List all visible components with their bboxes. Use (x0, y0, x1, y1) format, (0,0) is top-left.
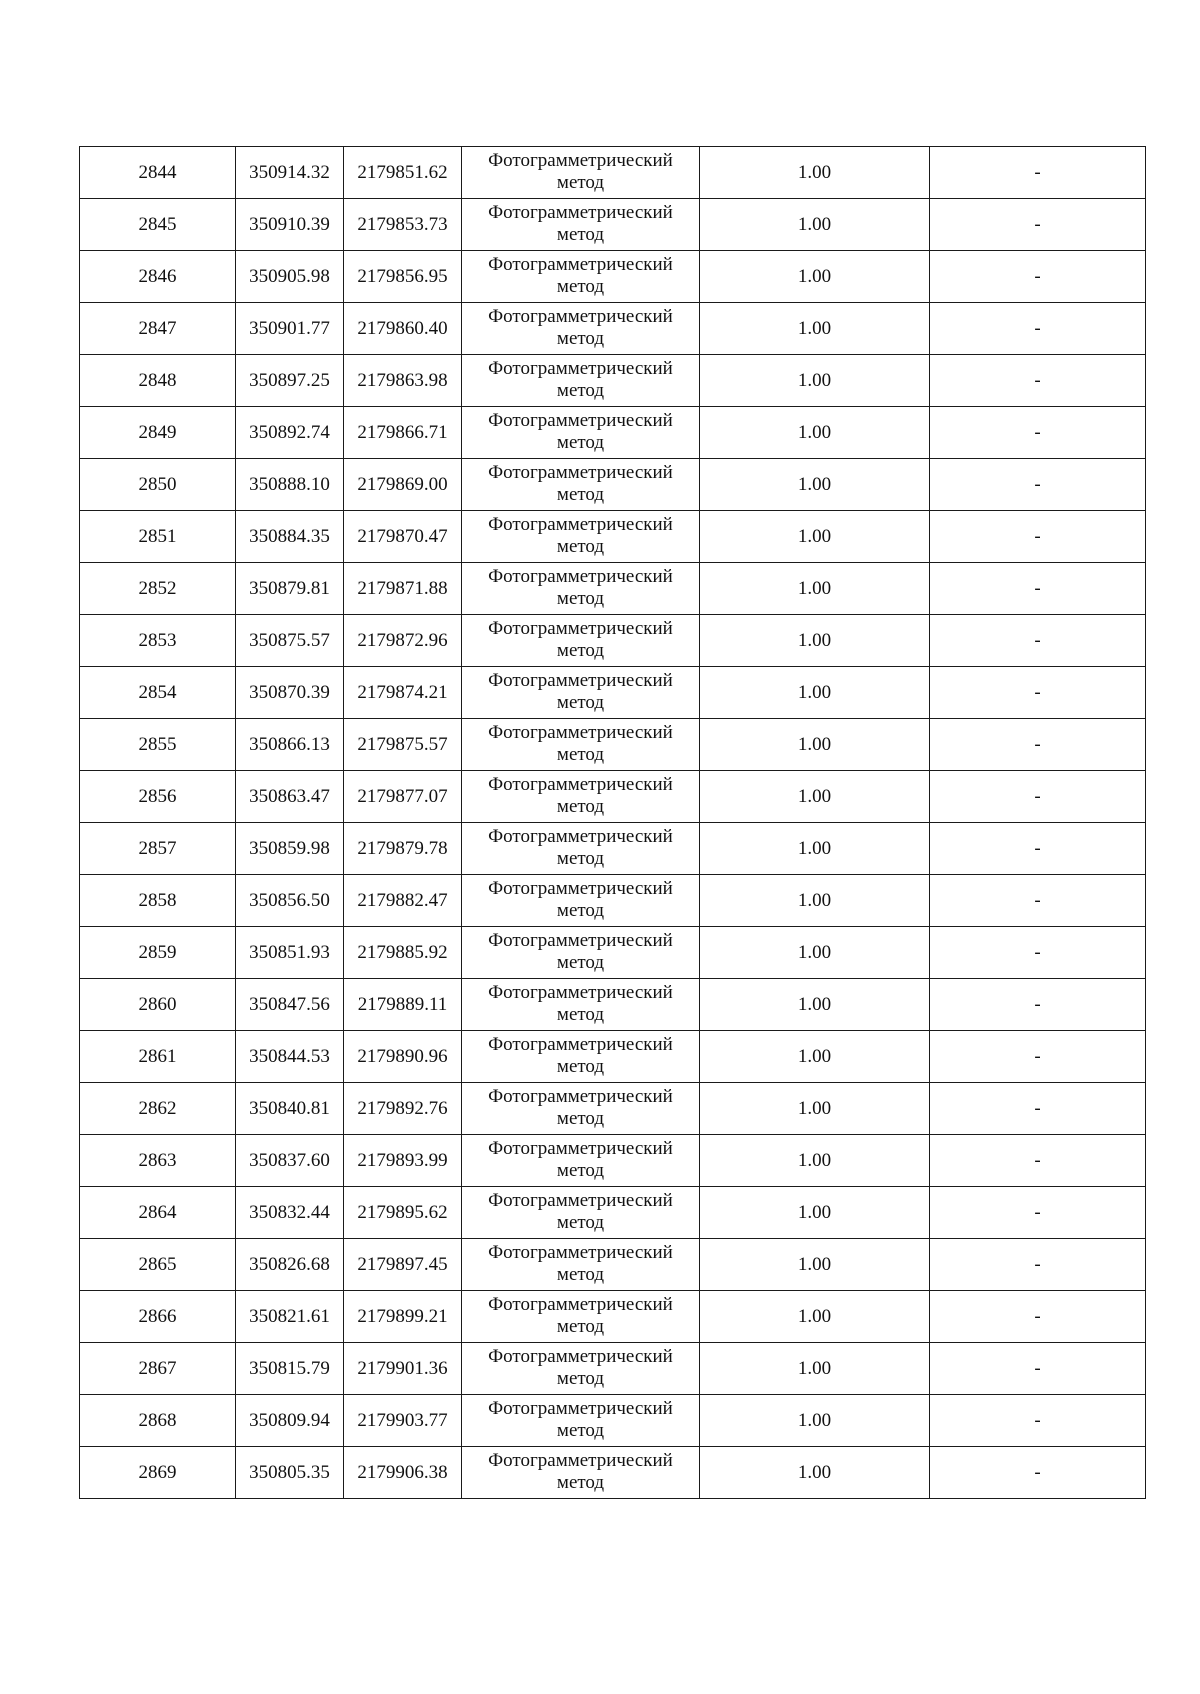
method-cell (462, 615, 700, 667)
x-coordinate-cell: 350826.68 (236, 1239, 344, 1291)
y-coordinate-cell: 2179885.92 (344, 927, 462, 979)
note-cell: - (930, 511, 1146, 563)
table-row (80, 823, 1146, 875)
method-cell (462, 1135, 700, 1187)
accuracy-cell: 1.00 (700, 719, 930, 771)
table-row (80, 667, 1146, 719)
y-coordinate-cell: 2179906.38 (344, 1447, 462, 1499)
table-row (80, 199, 1146, 251)
method-label: Фотограмметрический метод (488, 305, 673, 349)
x-coordinate-cell: 350805.35 (236, 1447, 344, 1499)
method-cell (462, 563, 700, 615)
y-coordinate-cell: 2179877.07 (344, 771, 462, 823)
x-coordinate-cell: 350815.79 (236, 1343, 344, 1395)
method-cell (462, 407, 700, 459)
y-coordinate-cell: 2179866.71 (344, 407, 462, 459)
note-cell: - (930, 667, 1146, 719)
accuracy-cell: 1.00 (700, 1135, 930, 1187)
x-coordinate-cell: 350866.13 (236, 719, 344, 771)
point-number-cell: 2862 (80, 1083, 236, 1135)
table-row (80, 1135, 1146, 1187)
accuracy-cell: 1.00 (700, 1395, 930, 1447)
note-cell: - (930, 199, 1146, 251)
y-coordinate-cell: 2179875.57 (344, 719, 462, 771)
table-row (80, 875, 1146, 927)
accuracy-cell: 1.00 (700, 979, 930, 1031)
y-coordinate-cell: 2179851.62 (344, 147, 462, 199)
point-number-cell: 2857 (80, 823, 236, 875)
point-number-cell: 2848 (80, 355, 236, 407)
method-cell (462, 1343, 700, 1395)
note-cell: - (930, 979, 1146, 1031)
y-coordinate-cell: 2179869.00 (344, 459, 462, 511)
note-cell: - (930, 719, 1146, 771)
method-label: Фотограмметрический метод (488, 201, 673, 245)
method-cell (462, 355, 700, 407)
accuracy-cell: 1.00 (700, 615, 930, 667)
x-coordinate-cell: 350837.60 (236, 1135, 344, 1187)
point-number-cell: 2847 (80, 303, 236, 355)
point-number-cell: 2850 (80, 459, 236, 511)
point-number-cell: 2864 (80, 1187, 236, 1239)
point-number-cell: 2852 (80, 563, 236, 615)
method-cell (462, 1239, 700, 1291)
table-row (80, 1447, 1146, 1499)
method-cell (462, 719, 700, 771)
note-cell: - (930, 355, 1146, 407)
x-coordinate-cell: 350910.39 (236, 199, 344, 251)
y-coordinate-cell: 2179899.21 (344, 1291, 462, 1343)
x-coordinate-cell: 350847.56 (236, 979, 344, 1031)
x-coordinate-cell: 350844.53 (236, 1031, 344, 1083)
y-coordinate-cell: 2179870.47 (344, 511, 462, 563)
method-cell (462, 459, 700, 511)
x-coordinate-cell: 350905.98 (236, 251, 344, 303)
method-label: Фотограмметрический метод (488, 565, 673, 609)
method-cell (462, 1083, 700, 1135)
accuracy-cell: 1.00 (700, 1031, 930, 1083)
x-coordinate-cell: 350809.94 (236, 1395, 344, 1447)
accuracy-cell: 1.00 (700, 511, 930, 563)
y-coordinate-cell: 2179895.62 (344, 1187, 462, 1239)
x-coordinate-cell: 350856.50 (236, 875, 344, 927)
x-coordinate-cell: 350821.61 (236, 1291, 344, 1343)
y-coordinate-cell: 2179897.45 (344, 1239, 462, 1291)
method-label: Фотограмметрический метод (488, 617, 673, 661)
point-number-cell: 2855 (80, 719, 236, 771)
note-cell: - (930, 1447, 1146, 1499)
x-coordinate-cell: 350914.32 (236, 147, 344, 199)
method-label: Фотограмметрический метод (488, 1397, 673, 1441)
table-row (80, 1239, 1146, 1291)
table-row (80, 147, 1146, 199)
method-cell (462, 1291, 700, 1343)
point-number-cell: 2849 (80, 407, 236, 459)
point-number-cell: 2868 (80, 1395, 236, 1447)
method-label: Фотограмметрический метод (488, 357, 673, 401)
y-coordinate-cell: 2179890.96 (344, 1031, 462, 1083)
accuracy-cell: 1.00 (700, 1291, 930, 1343)
point-number-cell: 2845 (80, 199, 236, 251)
y-coordinate-cell: 2179872.96 (344, 615, 462, 667)
method-cell (462, 147, 700, 199)
note-cell: - (930, 303, 1146, 355)
method-label: Фотограмметрический метод (488, 1345, 673, 1389)
note-cell: - (930, 251, 1146, 303)
note-cell: - (930, 1343, 1146, 1395)
accuracy-cell: 1.00 (700, 251, 930, 303)
y-coordinate-cell: 2179853.73 (344, 199, 462, 251)
table-row (80, 407, 1146, 459)
method-label: Фотограмметрический метод (488, 1449, 673, 1493)
method-label: Фотограмметрический метод (488, 461, 673, 505)
note-cell: - (930, 1239, 1146, 1291)
table-row (80, 355, 1146, 407)
table-row (80, 303, 1146, 355)
method-cell (462, 1187, 700, 1239)
method-cell (462, 667, 700, 719)
point-number-cell: 2859 (80, 927, 236, 979)
point-number-cell: 2867 (80, 1343, 236, 1395)
accuracy-cell: 1.00 (700, 303, 930, 355)
x-coordinate-cell: 350892.74 (236, 407, 344, 459)
point-number-cell: 2860 (80, 979, 236, 1031)
point-number-cell: 2858 (80, 875, 236, 927)
x-coordinate-cell: 350859.98 (236, 823, 344, 875)
table-row (80, 1291, 1146, 1343)
note-cell: - (930, 875, 1146, 927)
table-row (80, 771, 1146, 823)
accuracy-cell: 1.00 (700, 1187, 930, 1239)
accuracy-cell: 1.00 (700, 667, 930, 719)
y-coordinate-cell: 2179882.47 (344, 875, 462, 927)
method-cell (462, 823, 700, 875)
method-label: Фотограмметрический метод (488, 669, 673, 713)
table-row (80, 1031, 1146, 1083)
method-label: Фотограмметрический метод (488, 929, 673, 973)
y-coordinate-cell: 2179889.11 (344, 979, 462, 1031)
point-number-cell: 2863 (80, 1135, 236, 1187)
method-label: Фотограмметрический метод (488, 1033, 673, 1077)
method-label: Фотограмметрический метод (488, 1137, 673, 1181)
table-row (80, 563, 1146, 615)
accuracy-cell: 1.00 (700, 875, 930, 927)
note-cell: - (930, 147, 1146, 199)
method-cell (462, 303, 700, 355)
point-number-cell: 2851 (80, 511, 236, 563)
y-coordinate-cell: 2179874.21 (344, 667, 462, 719)
note-cell: - (930, 927, 1146, 979)
method-cell (462, 1031, 700, 1083)
table-row (80, 1083, 1146, 1135)
note-cell: - (930, 771, 1146, 823)
point-number-cell: 2865 (80, 1239, 236, 1291)
y-coordinate-cell: 2179901.36 (344, 1343, 462, 1395)
accuracy-cell: 1.00 (700, 927, 930, 979)
accuracy-cell: 1.00 (700, 1343, 930, 1395)
table-row (80, 511, 1146, 563)
method-label: Фотограмметрический метод (488, 877, 673, 921)
note-cell: - (930, 1187, 1146, 1239)
method-label: Фотограмметрический метод (488, 149, 673, 193)
y-coordinate-cell: 2179871.88 (344, 563, 462, 615)
x-coordinate-cell: 350879.81 (236, 563, 344, 615)
table-row (80, 251, 1146, 303)
method-cell (462, 199, 700, 251)
accuracy-cell: 1.00 (700, 459, 930, 511)
table-row (80, 927, 1146, 979)
accuracy-cell: 1.00 (700, 1239, 930, 1291)
method-label: Фотограмметрический метод (488, 253, 673, 297)
method-cell (462, 1395, 700, 1447)
y-coordinate-cell: 2179893.99 (344, 1135, 462, 1187)
method-cell (462, 979, 700, 1031)
coordinates-table (79, 146, 1146, 1499)
accuracy-cell: 1.00 (700, 147, 930, 199)
table-row (80, 1187, 1146, 1239)
accuracy-cell: 1.00 (700, 1083, 930, 1135)
method-cell (462, 1447, 700, 1499)
point-number-cell: 2869 (80, 1447, 236, 1499)
note-cell: - (930, 563, 1146, 615)
point-number-cell: 2856 (80, 771, 236, 823)
method-label: Фотограмметрический метод (488, 1293, 673, 1337)
note-cell: - (930, 1083, 1146, 1135)
point-number-cell: 2866 (80, 1291, 236, 1343)
method-label: Фотограмметрический метод (488, 1189, 673, 1233)
note-cell: - (930, 1291, 1146, 1343)
point-number-cell: 2844 (80, 147, 236, 199)
table-row (80, 1343, 1146, 1395)
accuracy-cell: 1.00 (700, 355, 930, 407)
x-coordinate-cell: 350840.81 (236, 1083, 344, 1135)
method-cell (462, 251, 700, 303)
y-coordinate-cell: 2179863.98 (344, 355, 462, 407)
x-coordinate-cell: 350870.39 (236, 667, 344, 719)
note-cell: - (930, 459, 1146, 511)
method-label: Фотограмметрический метод (488, 773, 673, 817)
x-coordinate-cell: 350884.35 (236, 511, 344, 563)
table-row (80, 1395, 1146, 1447)
method-label: Фотограмметрический метод (488, 513, 673, 557)
coordinates-table-body (80, 147, 1146, 1499)
method-label: Фотограмметрический метод (488, 1241, 673, 1285)
accuracy-cell: 1.00 (700, 1447, 930, 1499)
note-cell: - (930, 1395, 1146, 1447)
note-cell: - (930, 1135, 1146, 1187)
method-label: Фотограмметрический метод (488, 1085, 673, 1129)
x-coordinate-cell: 350863.47 (236, 771, 344, 823)
y-coordinate-cell: 2179903.77 (344, 1395, 462, 1447)
method-cell (462, 511, 700, 563)
point-number-cell: 2854 (80, 667, 236, 719)
y-coordinate-cell: 2179856.95 (344, 251, 462, 303)
x-coordinate-cell: 350832.44 (236, 1187, 344, 1239)
point-number-cell: 2853 (80, 615, 236, 667)
table-row (80, 979, 1146, 1031)
x-coordinate-cell: 350901.77 (236, 303, 344, 355)
y-coordinate-cell: 2179892.76 (344, 1083, 462, 1135)
note-cell: - (930, 615, 1146, 667)
method-label: Фотограмметрический метод (488, 409, 673, 453)
x-coordinate-cell: 350851.93 (236, 927, 344, 979)
y-coordinate-cell: 2179879.78 (344, 823, 462, 875)
accuracy-cell: 1.00 (700, 563, 930, 615)
accuracy-cell: 1.00 (700, 407, 930, 459)
accuracy-cell: 1.00 (700, 823, 930, 875)
method-label: Фотограмметрический метод (488, 981, 673, 1025)
x-coordinate-cell: 350888.10 (236, 459, 344, 511)
y-coordinate-cell: 2179860.40 (344, 303, 462, 355)
note-cell: - (930, 823, 1146, 875)
table-row (80, 719, 1146, 771)
note-cell: - (930, 407, 1146, 459)
table-row (80, 459, 1146, 511)
accuracy-cell: 1.00 (700, 199, 930, 251)
x-coordinate-cell: 350897.25 (236, 355, 344, 407)
note-cell: - (930, 1031, 1146, 1083)
method-label: Фотограмметрический метод (488, 825, 673, 869)
method-cell (462, 875, 700, 927)
accuracy-cell: 1.00 (700, 771, 930, 823)
method-cell (462, 771, 700, 823)
table-row (80, 615, 1146, 667)
method-cell (462, 927, 700, 979)
method-label: Фотограмметрический метод (488, 721, 673, 765)
x-coordinate-cell: 350875.57 (236, 615, 344, 667)
point-number-cell: 2861 (80, 1031, 236, 1083)
point-number-cell: 2846 (80, 251, 236, 303)
